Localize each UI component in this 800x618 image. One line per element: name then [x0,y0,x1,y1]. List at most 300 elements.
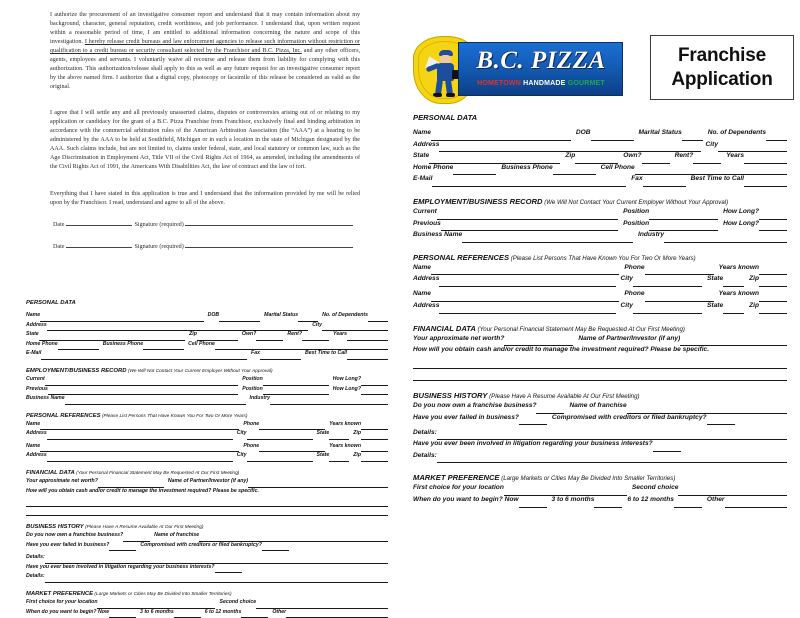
failed-business-question: Have you ever failed in business? [26,541,110,548]
form-copy-small [26,300,388,615]
section-heading [413,197,787,206]
form-field-line[interactable] [633,313,702,314]
begin-now-option: When do you want to begin? Now [413,496,519,504]
field-label: How Long? [332,375,361,382]
form-row [26,443,388,453]
form-field-line[interactable] [347,340,388,341]
form-row [413,440,787,452]
litigation-question: Have you ever been involved in litigation regarding your business interests? [26,563,215,570]
section-heading-title: EMPLOYMENT/BUSINESS RECORD [413,196,543,206]
form-field-line[interactable] [247,461,313,462]
form-field-line[interactable] [41,359,247,360]
form-row [413,484,787,496]
signature-line-1[interactable] [185,219,353,226]
form-row [413,164,787,176]
field-label: Years [333,331,347,338]
field-label: State [316,430,330,437]
form-field-line[interactable] [302,340,329,341]
form-field-line[interactable] [361,461,388,462]
section-heading-title: PERSONAL DATA [26,300,76,306]
form-field-line[interactable] [431,274,619,275]
left-page-scan [0,0,392,615]
section-gap [413,187,787,197]
form-row [26,386,388,396]
section-gap [26,360,388,368]
section-heading-title: FINANCIAL DATA [413,323,476,333]
section-heading [26,591,388,597]
section-heading-title: PERSONAL REFERENCES [26,412,101,419]
financial-answer-line[interactable] [413,380,787,381]
field-label: Address [413,302,440,310]
field-label: Zip [749,302,759,310]
form-field-line[interactable] [744,163,787,164]
legal-cut-line [50,0,360,3]
legal-paragraph-arbitration: I agree that I will settle any and all previously unasserted claims, disputes or controversies arising out of or relating to my application or candidacy for the grant of a B.C. Pizza Franchise from Franchisor, exclusively final and binding arbitration in accordance with the commercial arbitration rules of the American Arbitration Association (the “AAA”) at a hearing to be administered by the AAA to be held at Southfield, Michigan or in such a location in the state of Michigan designated by the AAA. Such claims include, but are not limited to, claims under federal, state, and local statutory or common law, such as the Age Discrimination in Employment Act, Title VII of the Civil Rights Act of 1964, as amended, including the amendments of the Civil Rights Act of 1991, the Americans With Disabilities Act, the law of contract and the law of tort. [50,110,360,171]
form-field-line[interactable] [642,163,670,164]
field-label: E-Mail [413,175,433,183]
section-heading [26,524,388,530]
section-heading [413,324,787,333]
section-heading-title: FINANCIAL DATA [26,469,75,476]
section-gap [26,516,388,524]
form-field-line[interactable] [65,404,246,405]
field-label: City [705,140,718,148]
field-label: Rent? [287,331,303,338]
section-heading-note: (We Will Not Contact Your Current Employer Without Your Approval) [542,198,729,206]
section-gap [413,314,787,324]
form-row [26,452,388,462]
field-label: Current [413,207,437,215]
signature-row-2 [53,241,353,250]
form-field-line[interactable] [439,286,615,287]
section-heading-note: (Large Markets or Cities May Be Divided Into Smaller Territories) [499,475,676,483]
field-label: Name [413,263,431,271]
section-heading-title: PERSONAL DATA [413,113,478,122]
section-heading [26,368,388,374]
form-field-line[interactable] [48,394,238,395]
field-label: Phone [624,290,645,298]
section-heading-title: BUSINESS HISTORY [413,391,488,400]
form-field-line[interactable] [260,359,301,360]
financial-answer-line[interactable] [413,368,787,369]
net-worth-label: Your approximate net worth? [413,334,505,342]
form-field-line[interactable] [259,429,325,430]
form-field-line[interactable] [361,439,388,440]
section-heading-title: MARKET PREFERENCE [413,473,500,483]
form-field-line[interactable] [215,349,388,350]
form-field-line[interactable] [682,140,703,141]
first-choice-label: First choice for your location [26,599,98,606]
field-label: Address [413,140,440,148]
field-label: Industry [637,231,664,239]
begin-3to6-option: 3 to 6 months [551,496,595,504]
form-row [413,290,787,302]
form-row [413,175,787,187]
form-field-line[interactable] [263,394,329,395]
field-label: City [620,275,633,283]
financial-answer-line[interactable] [26,515,388,516]
form-field-line[interactable] [759,230,787,231]
form-row [26,322,388,332]
form-field-line[interactable] [462,242,633,243]
form-field-line[interactable] [432,186,626,187]
form-field-line[interactable] [322,330,388,331]
field-label: Cell Phone [188,340,215,347]
field-label: Previous [26,385,48,392]
section-heading-note: (Please Have A Resume Available At Our First Meeting) [487,393,640,400]
financial-question: How will you obtain cash and/or credit to manage the investment required? Please be specific. [26,487,259,494]
field-label: City [236,452,247,459]
field-label: State [26,331,39,338]
form-field-line[interactable] [725,507,788,508]
financial-answer-line[interactable] [26,506,388,507]
second-choice-label: Second choice [631,484,679,492]
form-row [26,341,388,351]
section-heading [26,300,388,306]
form-field-line[interactable] [361,385,388,386]
section-heading [413,391,787,400]
form-row [413,496,787,508]
form-row [26,430,388,440]
signature-line-2[interactable] [185,241,353,248]
logo-tagline [465,78,617,89]
title-line-1: Franchise [678,44,766,66]
form-row [26,395,388,405]
date-line-2[interactable] [66,241,132,248]
field-label: Rent? [674,152,694,160]
franchise-name-label: Name of franchise [569,402,627,409]
field-label: How Long? [723,219,759,227]
form-field-line[interactable] [40,429,239,430]
legal-p1-tail: and any other officers, agents, employees and servants. I voluntarily waive all recourse and release them from liability for complying with this authorization. This authorization/release shall apply to this as well as any future request for an investigative consumer report by the above named firm. I authorize that a digital copy, photocopy or facsimile of this release be considered as valid as the original. [50,48,360,91]
field-label: Previous [413,219,441,227]
field-label: Position [623,207,650,215]
form-field-line[interactable] [645,301,714,302]
form-row [26,507,388,517]
field-label: Position [242,385,263,392]
form-field-line[interactable] [723,313,744,314]
field-label: Best Time to Call [690,175,744,183]
section-heading-title: PERSONAL REFERENCES [413,252,510,262]
section-heading-note: (Please List Persons That Have Known You For Two Or More Years) [509,254,696,262]
logo-wordmark: B.C. PIZZA [476,47,606,74]
form-field-line[interactable] [553,174,596,175]
form-row [413,220,787,232]
form-field-line[interactable] [45,385,239,386]
form-field-line[interactable] [649,219,718,220]
form-field-line[interactable] [519,424,547,425]
form-field-line[interactable] [58,349,99,350]
field-label: Address [26,430,47,437]
form-row [26,554,388,564]
form-field-line[interactable] [645,274,714,275]
details-label-1: Details: [413,428,437,436]
form-field-line[interactable] [361,451,388,452]
field-label: No. of Dependents [707,129,766,136]
details-label-2: Details: [26,573,45,580]
field-label: Zip [353,452,361,459]
field-label: City [236,430,247,437]
form-row [413,208,787,220]
form-field-line[interactable] [329,439,349,440]
field-label: Address [26,452,47,459]
failed-business-question: Have you ever failed in business? [413,413,519,421]
field-label: Own? [241,331,257,338]
signature-label-2: Signature (required) [134,244,184,250]
field-label: Current [26,375,45,382]
field-label: Business Name [26,395,65,402]
form-field-line[interactable] [759,286,787,287]
form-field-line[interactable] [759,219,787,220]
form-field-line[interactable] [431,301,619,302]
form-field-line[interactable] [678,495,787,496]
form-field-line[interactable] [766,140,787,141]
field-label: Name [26,312,41,318]
field-label: Zip [749,275,759,283]
form-row [26,573,388,583]
field-label: DOB [207,312,220,318]
field-label: Fax [251,350,260,357]
form-row [413,346,787,358]
form-row [413,429,787,441]
field-label: Industry [249,395,270,402]
begin-6to12-option: 6 to 12 months [627,496,674,504]
form-field-line[interactable] [453,174,496,175]
field-label: Fax [631,175,643,183]
field-label: Home Phone [26,340,58,347]
section-gap [26,462,388,470]
section-heading-title: MARKET PREFERENCE [26,591,94,598]
form-field-line[interactable] [723,286,744,287]
form-field-line[interactable] [633,286,702,287]
form-row [413,141,787,153]
form-field-line[interactable] [439,313,615,314]
form-field-line[interactable] [347,359,388,360]
form-field-line[interactable] [591,140,634,141]
field-label: Years known [718,290,759,298]
field-label: Zip [189,331,197,338]
section-heading-title: EMPLOYMENT/BUSINESS RECORD [26,367,127,374]
tagline-handmade: HANDMADE [523,80,566,87]
field-label: How Long? [723,207,759,215]
section-heading-note: (Please List Persons That Have Known You For Two Or More Years) [100,413,248,419]
own-franchise-question: Do you now own a franchise business? [413,402,537,409]
field-label: Best Time to Call [305,350,347,357]
form-row [26,312,388,322]
form-row [413,414,787,426]
field-label: Name [26,420,41,427]
field-label: Position [242,375,263,382]
legal-p1-underlined: I hereby release credit bureaus and law enforcement agencies to release such information without restriction or qualification to a credit bureau or security consultant selected by the Franchisor and B.C. Pizza, Inc. [50,39,360,55]
bankruptcy-question: Compromised with creditors or filed bankruptcy? [140,541,262,548]
section-gap [26,405,388,413]
section-gap [413,463,787,473]
form-field-line[interactable] [259,451,325,452]
form-field-line[interactable] [674,507,702,508]
form-field-line[interactable] [759,274,787,275]
first-choice-label: First choice for your location [413,484,504,492]
begin-other-option: Other [706,496,725,504]
details-label-1: Details: [26,554,45,561]
form-field-line[interactable] [40,321,203,322]
date-line-1[interactable] [66,219,132,226]
field-label: Phone [243,442,260,449]
section-heading-note: (Your Personal Financial Statement May Be Requested At Our First Meeting) [475,325,685,333]
form-field-line[interactable] [693,163,721,164]
field-label: No. of Dependents [322,312,368,318]
form-field-line[interactable] [247,439,313,440]
section-gap [26,583,388,591]
field-label: Marital Status [264,312,299,318]
form-field-line[interactable] [744,186,787,187]
own-franchise-question: Do you now own a franchise business? [26,532,124,539]
section-gap [413,381,787,391]
form-field-line[interactable] [643,186,686,187]
form-row [413,452,787,464]
begin-6to12-option: 6 to 12 months [204,608,242,615]
field-label: Address [413,275,440,283]
field-label: Business Phone [102,340,144,347]
form-field-line[interactable] [361,429,388,430]
field-label: City [620,302,633,310]
field-label: Zip [353,430,361,437]
tagline-gourmet: GOURMET [567,80,605,87]
form-row [413,264,787,276]
form-field-line[interactable] [759,313,787,314]
bankruptcy-question: Compromised with creditors or filed bankruptcy? [551,413,707,421]
details-label-2: Details: [413,451,437,459]
form-row [413,335,787,347]
legal-paragraph-truth: Everything that I have stated in this application is true and I understand that the information provided by me will be relied upon by the Franchisor. I read, understand and agree to all of the above. [50,191,360,207]
signature-label-1: Signature (required) [134,222,184,228]
form-field-line[interactable] [437,219,618,220]
legal-paragraph-authorization [50,11,360,92]
second-choice-label: Second choice [219,599,257,606]
begin-3to6-option: 3 to 6 months [140,608,174,615]
field-label: Years known [329,442,361,449]
form-row [26,331,388,341]
field-label: Name [413,290,431,298]
field-label: Address [26,321,47,328]
form-row [26,609,388,618]
form-field-line[interactable] [270,404,388,405]
financial-question: How will you obtain cash and/or credit to manage the investment required? Please be specific. [413,346,710,354]
begin-now-option: When do you want to begin? Now [26,608,109,615]
form-field-line[interactable] [437,462,787,463]
field-label: Name [413,129,431,136]
form-row [413,358,787,370]
form-field-line[interactable] [759,301,787,302]
form-field-line[interactable] [594,507,622,508]
field-label: Years known [329,420,361,427]
form-field-line[interactable] [653,451,681,452]
field-label: Zip [565,152,576,160]
form-main [400,0,800,600]
bc-pizza-logo [413,36,621,102]
date-label-1: Date [53,222,65,228]
partner-label: Name of Partner/Investor (if any) [578,334,681,342]
date-label-2: Date [53,244,65,250]
form-field-line[interactable] [262,550,289,551]
signature-row-1 [53,219,353,228]
section-heading-note: (Large Markets or Cities May Be Divided Into Smaller Territories) [93,592,232,598]
partner-label: Name of Partner/Investor (if any) [167,477,249,484]
field-label: Business Name [413,231,463,239]
form-field-line[interactable] [361,394,388,395]
franchise-name-label: Name of franchise [154,532,200,539]
section-gap [413,243,787,253]
tagline-hometown: HOMETOWN [477,80,521,87]
field-label: State [706,275,724,283]
form-row [26,350,388,360]
form-row [413,152,787,164]
form-field-line[interactable] [431,140,571,141]
form-row [26,564,388,574]
form-field-line[interactable] [256,340,283,341]
section-heading [413,473,787,482]
form-field-line[interactable] [215,572,242,573]
form-row [26,421,388,431]
form-row [413,402,787,414]
field-label: State [706,302,724,310]
form-row [26,376,388,386]
field-label: DOB [575,129,591,136]
form-body [413,113,787,508]
field-label: Phone [624,263,645,271]
form-field-line[interactable] [707,424,735,425]
form-row [413,129,787,141]
litigation-question: Have you ever been involved in litigation regarding your business interests? [413,440,653,448]
form-row [26,488,388,498]
form-field-line[interactable] [368,321,388,322]
page-title [650,35,794,100]
form-field-line[interactable] [664,242,787,243]
field-label: Business Phone [501,163,553,171]
form-field-line[interactable] [519,507,547,508]
form-row [26,497,388,507]
field-label: Own? [623,152,642,160]
field-label: State [316,452,330,459]
form-field-line[interactable] [45,582,388,583]
form-field-line[interactable] [47,439,233,440]
form-field-line[interactable] [329,461,349,462]
field-label: Position [623,219,650,227]
section-heading-title: BUSINESS HISTORY [26,524,84,531]
field-label: Home Phone [413,163,454,171]
form-row [26,532,388,542]
form-row [26,478,388,488]
field-label: City [312,321,322,328]
form-field-line[interactable] [143,349,184,350]
field-label: Years [726,152,744,160]
field-label: Name [26,442,41,449]
form-field-line[interactable] [219,321,260,322]
form-field-line[interactable] [40,451,239,452]
form-field-line[interactable] [47,461,233,462]
section-heading-note: (Please Have A Resume Available At Our First Meeting) [83,525,204,531]
field-label: Phone [243,420,260,427]
field-label: State [413,152,430,160]
form-row [26,599,388,609]
title-line-2: Application [671,68,773,90]
form-field-line[interactable] [441,230,618,231]
form-field-line[interactable] [263,385,329,386]
form-field-line[interactable] [47,330,308,331]
field-label: E-Mail [26,350,42,357]
form-field-line[interactable] [248,487,388,488]
form-field-line[interactable] [109,550,136,551]
form-row [413,231,787,243]
